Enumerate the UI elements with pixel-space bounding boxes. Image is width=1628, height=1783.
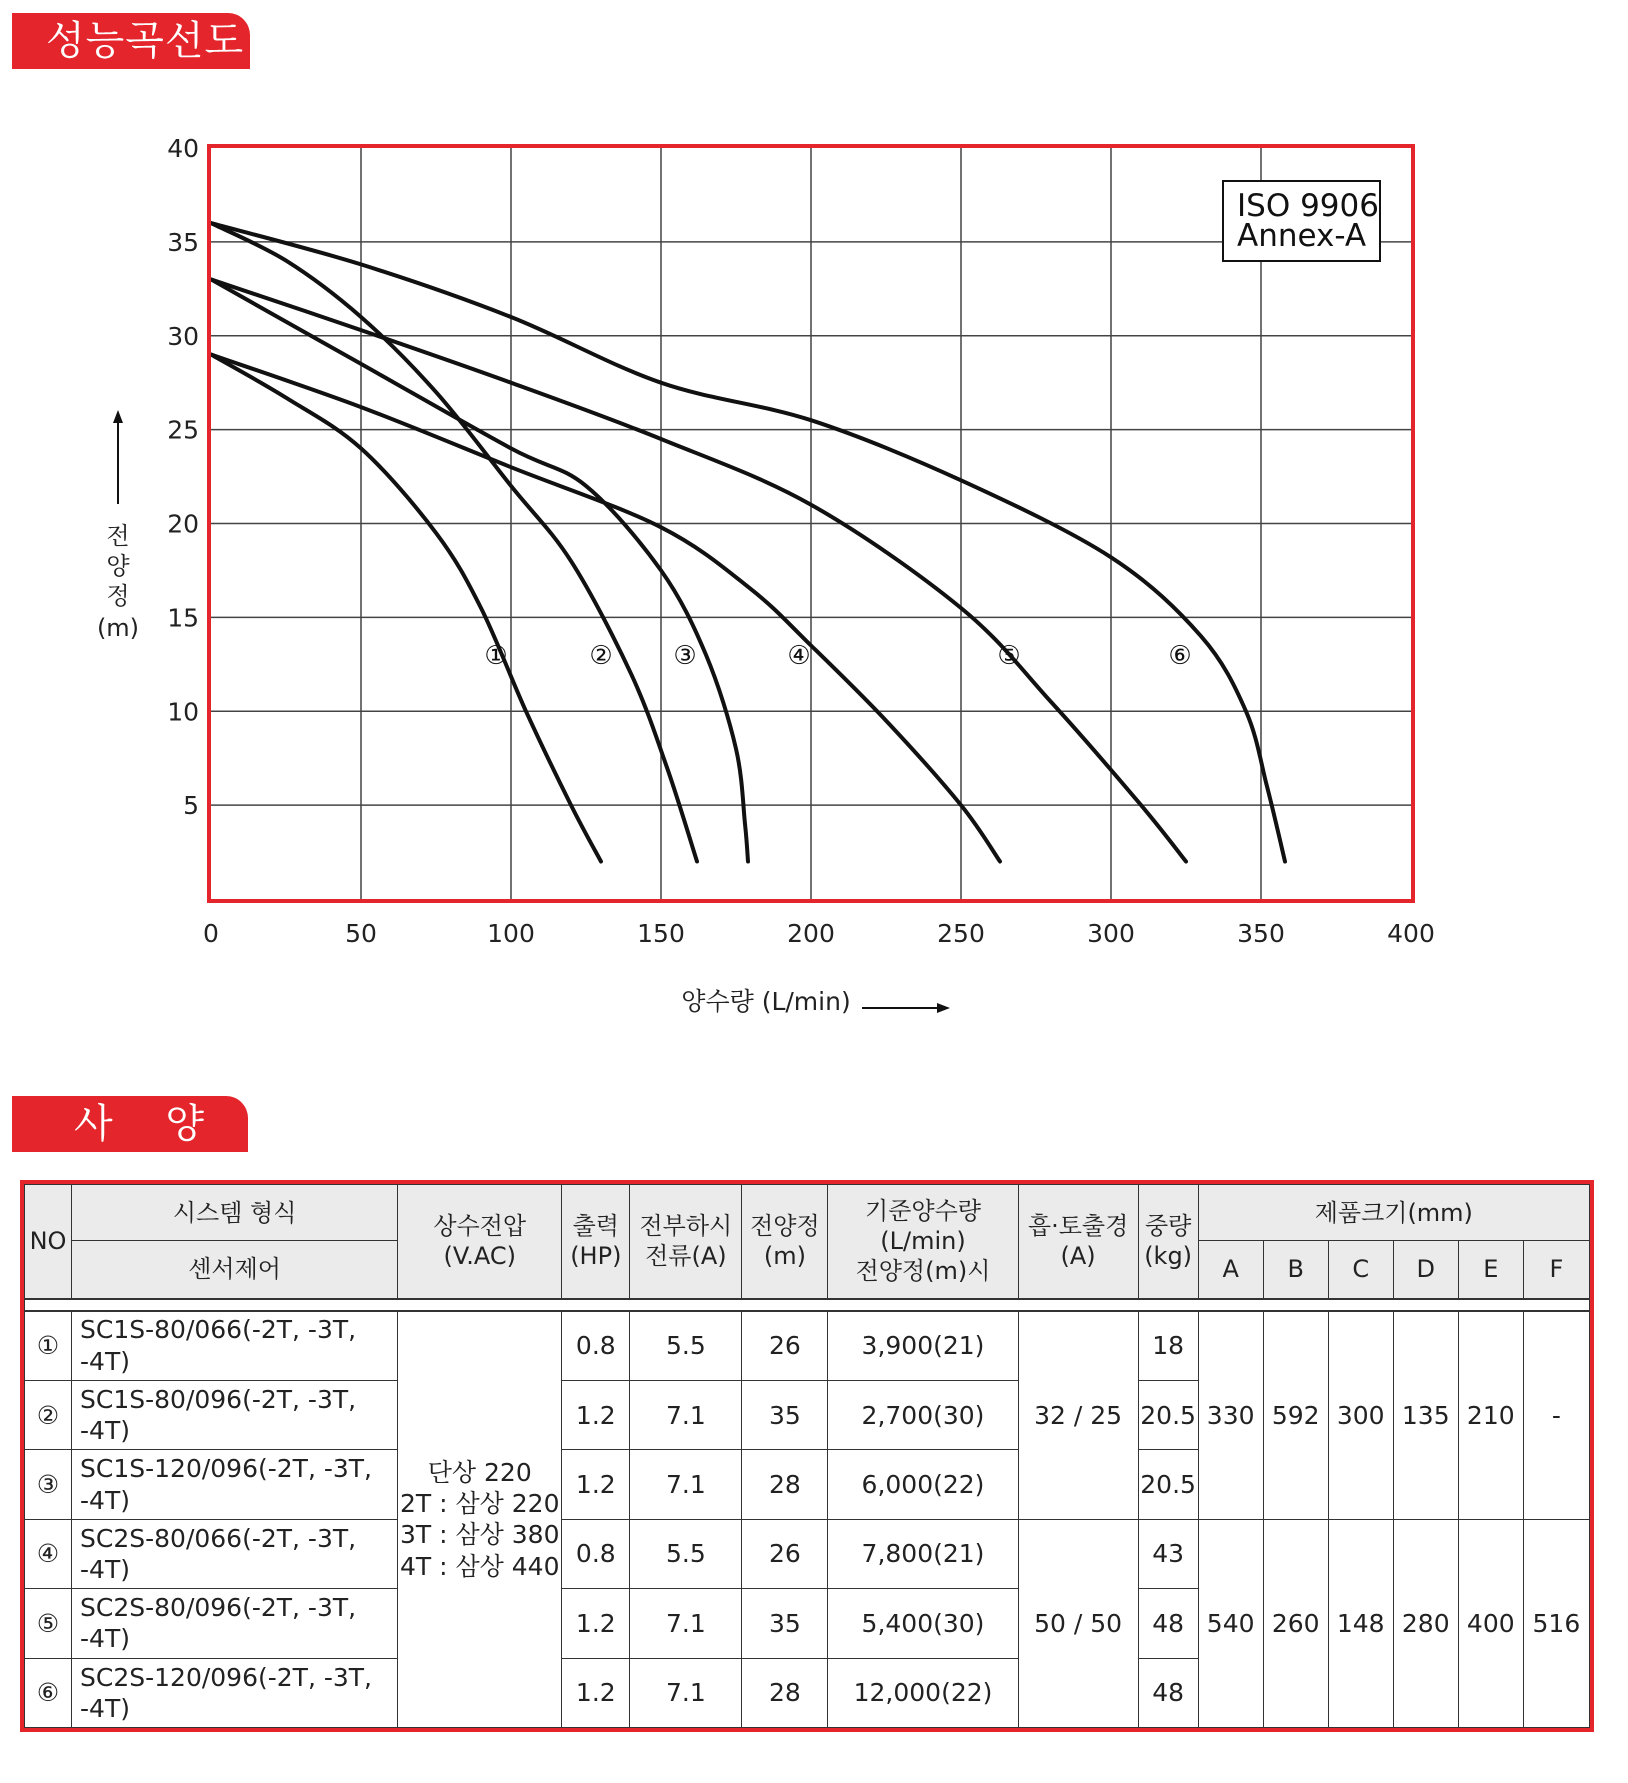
- row-hp: 1.2: [562, 1658, 630, 1727]
- row-flow: 7,800(21): [828, 1519, 1018, 1588]
- header-current-line1: 전부하시: [639, 1212, 733, 1241]
- iso-annotation-line2: Annex-A: [1237, 218, 1367, 254]
- table-row: [25, 1519, 1590, 1588]
- row-no: ③: [25, 1450, 72, 1519]
- dim-d-group2: 280: [1393, 1519, 1458, 1727]
- header-output-line2: (HP): [570, 1242, 622, 1271]
- row-weight: 18: [1138, 1311, 1198, 1381]
- x-tick-label: 400: [1387, 919, 1435, 948]
- row-current: 5.5: [630, 1519, 742, 1588]
- y-tick-label: 30: [167, 321, 199, 351]
- dim-b-group1: 592: [1263, 1311, 1328, 1520]
- spec-section-title: 사 양: [12, 1096, 248, 1152]
- row-head: 26: [742, 1519, 828, 1588]
- header-gap-row: [25, 1299, 1590, 1311]
- row-hp: 1.2: [562, 1380, 630, 1449]
- header-weight-line2: (kg): [1144, 1242, 1193, 1271]
- voltage-cell: [398, 1311, 562, 1728]
- dim-f-group2: 516: [1523, 1519, 1589, 1727]
- y-tick-label: 10: [167, 697, 199, 727]
- header-dim-f: F: [1523, 1241, 1589, 1299]
- curve-1: [211, 355, 601, 862]
- row-model: SC2S-120/096(-2T, -3T, -4T): [72, 1658, 398, 1727]
- row-flow: 2,700(30): [828, 1380, 1018, 1449]
- y-tick-label: 35: [167, 227, 199, 257]
- y-axis-label-char: 전: [106, 522, 130, 550]
- header-row-1: [25, 1185, 1590, 1241]
- row-hp: 1.2: [562, 1589, 630, 1658]
- x-tick-label: 50: [345, 919, 377, 948]
- row-no: ①: [25, 1311, 72, 1381]
- row-model: SC1S-120/096(-2T, -3T, -4T): [72, 1450, 398, 1519]
- header-dim-d: D: [1393, 1241, 1458, 1299]
- y-axis-arrow-head: [113, 410, 123, 423]
- y-axis-label-char: 양: [106, 552, 130, 580]
- header-head: [742, 1185, 828, 1299]
- voltage-line: 4T : 삼상 440: [400, 1551, 560, 1581]
- row-model: SC1S-80/096(-2T, -3T, -4T): [72, 1380, 398, 1449]
- curve-6: [211, 223, 1285, 861]
- y-axis-label-group: [97, 410, 139, 642]
- row-current: 7.1: [630, 1450, 742, 1519]
- curve-5: [211, 279, 1186, 861]
- curve-label-4: ④: [787, 640, 811, 671]
- header-std-flow-line1: 기준양수량: [865, 1197, 981, 1226]
- row-head: 26: [742, 1311, 828, 1381]
- row-current: 7.1: [630, 1380, 742, 1449]
- header-std-flow-line2: (L/min): [880, 1227, 966, 1256]
- row-no: ④: [25, 1519, 72, 1588]
- row-no: ⑥: [25, 1658, 72, 1727]
- header-head-line2: (m): [763, 1242, 806, 1271]
- header-port-line2: (A): [1060, 1242, 1096, 1271]
- row-weight: 20.5: [1138, 1380, 1198, 1449]
- x-tick-label: 100: [487, 919, 535, 948]
- row-hp: 0.8: [562, 1311, 630, 1381]
- row-current: 7.1: [630, 1589, 742, 1658]
- row-hp: 1.2: [562, 1450, 630, 1519]
- header-port-line1: 흡·토출경: [1027, 1212, 1129, 1241]
- x-tick-label: 0: [203, 919, 219, 948]
- x-axis-label: 양수량 (L/min): [681, 987, 851, 1016]
- row-head: 35: [742, 1589, 828, 1658]
- voltage-line: 3T : 삼상 380: [400, 1520, 560, 1550]
- row-model: SC2S-80/096(-2T, -3T, -4T): [72, 1589, 398, 1658]
- header-voltage: [398, 1185, 562, 1299]
- header-head-line1: 전양정: [750, 1212, 820, 1241]
- voltage-line: 2T : 삼상 220: [400, 1489, 560, 1518]
- header-dim-c: C: [1328, 1241, 1393, 1299]
- iso-annotation-line1: ISO 9906: [1237, 188, 1379, 224]
- header-std-flow: [828, 1185, 1018, 1299]
- row-weight: 43: [1138, 1519, 1198, 1588]
- dim-c-group1: 300: [1328, 1311, 1393, 1520]
- row-current: 5.5: [630, 1311, 742, 1381]
- dim-b-group2: 260: [1263, 1519, 1328, 1727]
- port-cell-group1: 32 / 25: [1018, 1311, 1138, 1520]
- x-axis-label-group: [681, 987, 950, 1016]
- header-dim-a: A: [1198, 1241, 1263, 1299]
- spec-table: [24, 1184, 1590, 1728]
- y-axis-label-char: 정: [106, 582, 130, 610]
- x-tick-label: 300: [1087, 919, 1135, 948]
- header-size: 제품크기(mm): [1198, 1185, 1589, 1241]
- row-head: 28: [742, 1658, 828, 1727]
- curve-label-1: ①: [484, 640, 508, 671]
- dim-a-group1: 330: [1198, 1311, 1263, 1520]
- header-voltage-line2: (V.AC): [443, 1242, 516, 1271]
- row-head: 35: [742, 1380, 828, 1449]
- spec-table-frame: [20, 1180, 1594, 1732]
- header-voltage-line1: 상수전압: [433, 1212, 527, 1241]
- header-std-flow-line3: 전양정(m)시: [855, 1257, 991, 1286]
- y-tick-label: 5: [183, 791, 199, 821]
- curve-label-5: ⑤: [997, 640, 1021, 671]
- curve-label-6: ⑥: [1168, 640, 1192, 671]
- x-tick-label: 200: [787, 919, 835, 948]
- header-system-type: 시스템 형식: [72, 1185, 398, 1241]
- dim-e-group1: 210: [1458, 1311, 1523, 1520]
- row-head: 28: [742, 1450, 828, 1519]
- performance-curve-title: 성능곡선도: [12, 13, 250, 69]
- curve-label-2: ②: [589, 640, 613, 671]
- header-no: NO: [25, 1185, 72, 1299]
- row-no: ②: [25, 1380, 72, 1449]
- dim-a-group2: 540: [1198, 1519, 1263, 1727]
- row-flow: 6,000(22): [828, 1450, 1018, 1519]
- x-axis-arrow-head: [937, 1003, 950, 1013]
- header-output-line1: 출력: [572, 1212, 619, 1241]
- row-model: SC2S-80/066(-2T, -3T, -4T): [72, 1519, 398, 1588]
- row-flow: 12,000(22): [828, 1658, 1018, 1727]
- performance-chart: [0, 80, 1628, 1040]
- header-weight-line1: 중량: [1144, 1212, 1192, 1241]
- x-tick-label: 250: [937, 919, 985, 948]
- header-dim-e: E: [1458, 1241, 1523, 1299]
- row-weight: 48: [1138, 1658, 1198, 1727]
- header-gap: [25, 1299, 1590, 1311]
- row-hp: 0.8: [562, 1519, 630, 1588]
- y-tick-label: 20: [167, 509, 199, 539]
- row-model: SC1S-80/066(-2T, -3T, -4T): [72, 1311, 398, 1381]
- row-weight: 20.5: [1138, 1450, 1198, 1519]
- x-tick-label: 150: [637, 919, 685, 948]
- curve-label-3: ③: [673, 640, 697, 671]
- header-weight: [1138, 1185, 1198, 1299]
- y-axis-label: [97, 522, 139, 642]
- header-current: [630, 1185, 742, 1299]
- x-tick-label: 350: [1237, 919, 1285, 948]
- header-dim-b: B: [1263, 1241, 1328, 1299]
- iso-annotation-box: [1223, 181, 1380, 261]
- y-tick-label: 40: [167, 134, 199, 163]
- dim-f-group1: -: [1523, 1311, 1589, 1520]
- row-flow: 3,900(21): [828, 1311, 1018, 1381]
- header-current-line2: 전류(A): [645, 1242, 727, 1271]
- curve-4: [211, 355, 1000, 862]
- dim-c-group2: 148: [1328, 1519, 1393, 1727]
- y-axis-label-unit: (m): [96, 614, 140, 642]
- y-tick-label: 25: [167, 415, 199, 445]
- header-output: [562, 1185, 630, 1299]
- port-cell-group2: 50 / 50: [1018, 1519, 1138, 1727]
- row-weight: 48: [1138, 1589, 1198, 1658]
- voltage-line: 단상 220: [427, 1457, 532, 1487]
- y-tick-label: 15: [167, 603, 199, 633]
- row-flow: 5,400(30): [828, 1589, 1018, 1658]
- dim-d-group1: 135: [1393, 1311, 1458, 1520]
- row-no: ⑤: [25, 1589, 72, 1658]
- row-current: 7.1: [630, 1658, 742, 1727]
- chart-curves: [211, 223, 1285, 861]
- header-port: [1018, 1185, 1138, 1299]
- table-row: [25, 1311, 1590, 1381]
- header-sensor-control: 센서제어: [72, 1241, 398, 1299]
- dim-e-group2: 400: [1458, 1519, 1523, 1727]
